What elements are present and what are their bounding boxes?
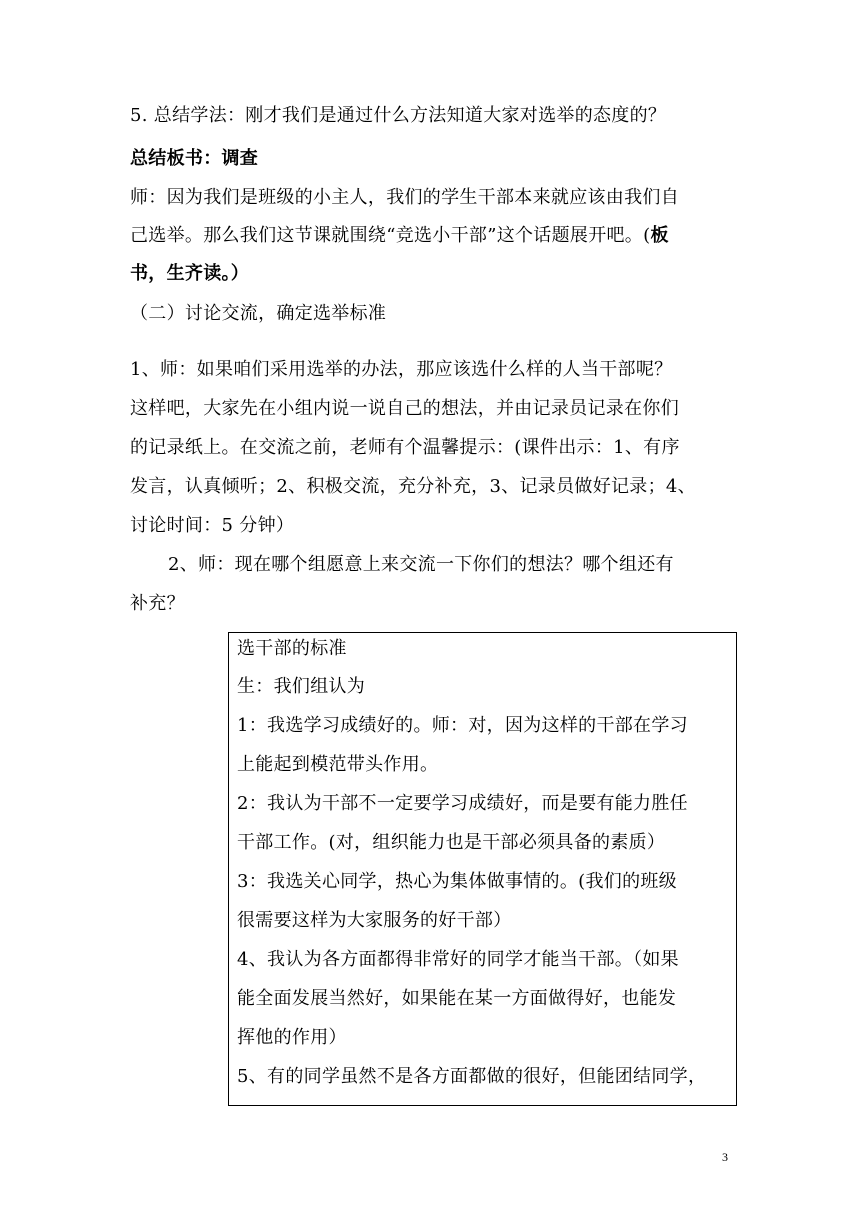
cadre-standards-box [228,632,737,1106]
box-line-1b: 上能起到模范带头作用。 [237,754,439,775]
box-line-5a: 5、有的同学虽然不是各方面都做的很好，但能团结同学， [237,1066,707,1087]
box-line-2a: 2：我认为干部不一定要学习成绩好，而是要有能力胜任 [237,793,688,814]
discussion-paragraph-line-5: 讨论时间：5 分钟） [130,515,295,536]
discussion-paragraph-line-4: 发言，认真倾听；2、积极交流，充分补充，3、记录员做好记录；4、 [130,476,696,497]
exchange-paragraph-line-1: 2、师：现在哪个组愿意上来交流一下你们的想法？哪个组还有 [168,554,674,575]
box-line-3a: 3：我选关心同学，热心为集体做事情的。(我们的班级 [237,871,677,892]
teacher-paragraph-line-3: 书，生齐读。） [130,263,250,284]
discussion-paragraph-line-3: 的记录纸上。在交流之前，老师有个温馨提示：(课件出示：1、有序 [130,437,680,458]
box-line-2b: 干部工作。(对，组织能力也是干部必须具备的素质） [237,832,666,853]
teacher-paragraph-line-2-text: 己选举。那么我们这节课就围绕“竞选小干部”这个话题展开吧。( [130,225,651,246]
box-line-title: 选干部的标准 [237,638,347,659]
box-line-4a: 4、我认为各方面都得非常好的同学才能当干部。（如果 [237,949,679,970]
board-note-start: 板 [650,225,669,246]
exchange-paragraph-line-2: 补充？ [130,593,185,614]
discussion-paragraph-line-2: 这样吧，大家先在小组内说一说自己的想法，并由记录员记录在你们 [130,398,679,419]
box-line-3b: 很需要这样为大家服务的好干部） [237,910,512,931]
teacher-paragraph-line-2 [130,224,669,248]
summary-board-heading: 总结板书：调查 [130,148,259,169]
box-line-4c: 挥他的作用） [237,1027,347,1048]
discussion-paragraph-line-1: 1、师：如果咱们采用选举的办法，那应该选什么样的人当干部呢？ [130,359,673,380]
box-line-student: 生：我们组认为 [237,676,366,697]
box-line-4b: 能全面发展当然好，如果能在某一方面做得好，也能发 [237,988,677,1009]
page-number: 3 [722,1150,728,1164]
section-heading-discussion: （二）讨论交流，确定选举标准 [130,303,387,324]
teacher-paragraph-line-1: 师：因为我们是班级的小主人，我们的学生干部本来就应该由我们自 [130,187,679,208]
summary-method-line: 5. 总结学法：刚才我们是通过什么方法知道大家对选举的态度的？ [130,105,667,126]
box-line-1a: 1：我选学习成绩好的。师：对，因为这样的干部在学习 [237,715,688,736]
